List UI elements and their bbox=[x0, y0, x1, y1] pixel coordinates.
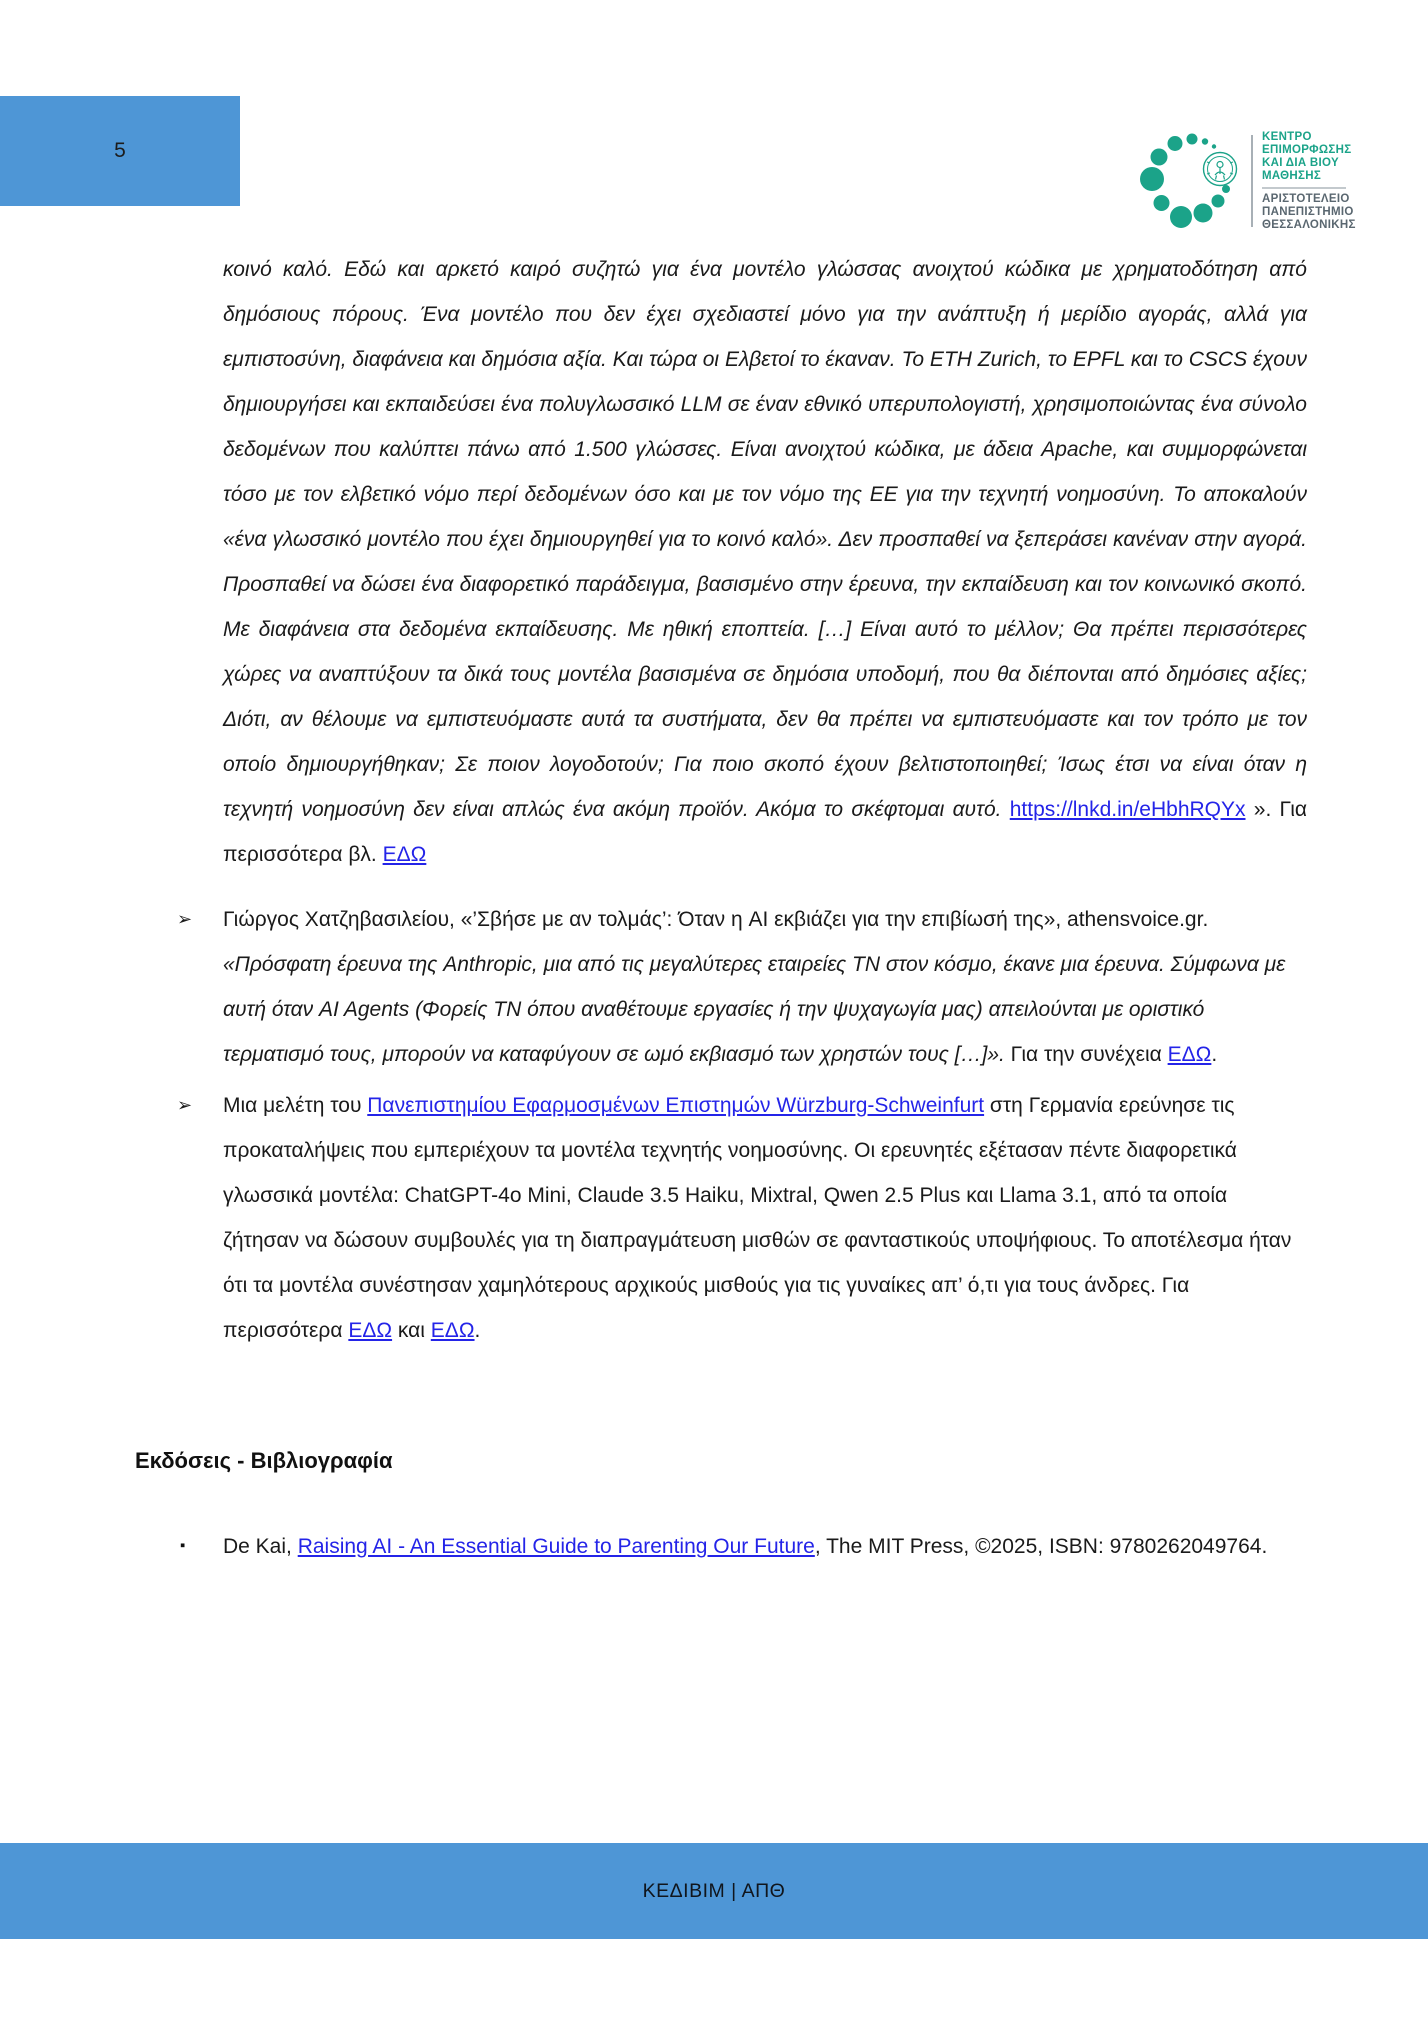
logo-university-line: ΠΑΝΕΠΙΣΤΗΜΙΟ bbox=[1262, 205, 1354, 218]
footer-bar bbox=[0, 1843, 1428, 1939]
page-content bbox=[135, 247, 1307, 1569]
university-seal-icon bbox=[1204, 153, 1237, 186]
logo-center-name-line: ΚΑΙ ΔΙΑ ΒΙΟΥ bbox=[1262, 156, 1339, 169]
logo-dots-icon bbox=[1138, 132, 1244, 230]
page-number: 5 bbox=[114, 139, 126, 162]
footer-text: ΚΕΔΙΒΙΜ | ΑΠΘ bbox=[642, 1879, 786, 1902]
text-run: στη Γερμανία ερεύνησε τις προκαταλήψεις που εμπεριέχουν τα μοντέλα τεχνητής νοημοσύνης. Οι ερευνητές εξέτασαν πέντε διαφορετικά γλωσσικά μοντέλα: ChatGPT-4o Mini, Claude 3.5 Haiku, Mixtral, Qwen 2.5 Plus και Llama 3.1, από τα οποία ζήτησαν να δώσουν συμβουλές για τη διαπραγμάτευση μισθών σε φανταστικούς υποψήφιους. Το αποτέλεσμα ήταν ότι τα μοντέλα συνέστησαν χαμηλότερους αρχικούς μισθούς για τις γυναίκες απ’ ό,τι για τους άνδρες. Για περισσότερα bbox=[223, 1094, 1292, 1342]
edo-link-quote[interactable]: ΕΔΩ bbox=[382, 843, 427, 866]
bullet-text bbox=[223, 1094, 1291, 1342]
bullet-text bbox=[223, 908, 1285, 1066]
edo-link-athensvoice[interactable]: ΕΔΩ bbox=[1167, 1043, 1212, 1066]
wurzburg-university-link[interactable]: Πανεπιστημίου Εφαρμοσμένων Επιστημών Würzburg-Schweinfurt bbox=[367, 1094, 985, 1117]
edo-link-study-1[interactable]: ΕΔΩ bbox=[348, 1319, 393, 1342]
text-run: κοινό καλό. Εδώ και αρκετό καιρό συζητώ για ένα μοντέλο γλώσσας ανοιχτού κώδικα με χρηματοδότηση από δημόσιους πόρους. Ένα μοντέλο που δεν έχει σχεδιαστεί μόνο για την ανάπτυξη ή μερίδιο αγοράς, αλλά για εμπιστοσύνη, διαφάνεια και δημόσια αξία. Και τώρα οι Ελβετοί το έκαναν. Το ETH Zurich, το EPFL και το CSCS έχουν δημιουργήσει και εκπαιδεύσει ένα πολυγλωσσικό LLM σε έναν εθνικό υπερυπολογιστή, χρησιμοποιώντας ένα σύνολο δεδομένων που καλύπτει πάνω από 1.500 γλώσσες. Είναι ανοιχτού κώδικα, με άδεια Apache, και συμμορφώνεται τόσο με τον ελβετικό νόμο περί δεδομένων όσο και με τον νόμο της ΕΕ για την τεχνητή νοημοσύνη. Το αποκαλούν «ένα γλωσσικό μοντέλο που έχει δημιουργηθεί για το κοινό καλό». Δεν προσπαθεί να ξεπεράσει κανέναν στην αγορά. Προσπαθεί να δώσει ένα διαφορετικό παράδειγμα, βασισμένο στην έρευνα, την εκπαίδευση και τον κοινωνικό σκοπό. Με διαφάνεια στα δεδομένα εκπαίδευσης. Με ηθική εποπτεία. […] Είναι αυτό το μέλλον; Θα πρέπει περισσότερες χώρες να αναπτύξουν τα δικά τους μοντέλα βασισμένα σε δημόσια υποδομή, που θα διέπονται από δημόσιες αξίες; Διότι, αν θέλουμε να εμπιστευόμαστε αυτά τα συστήματα, δεν θα πρέπει να εμπιστευόμαστε και τον τρόπο με τον οποίο δημιουργήθηκαν; Σε ποιον λογοδοτούν; Για ποιο σκοπό έχουν βελτιστοποιηθεί; Ίσως έτσι να είναι όταν η τεχνητή νοημοσύνη δεν είναι απλώς ένα ακόμη προϊόν. Ακόμα το σκέφτομαι αυτό. bbox=[223, 258, 1307, 821]
logo-center-name-line: ΚΕΝΤΡΟ bbox=[1262, 130, 1312, 143]
news-bullet-list bbox=[177, 897, 1307, 1353]
logo-university-line: ΑΡΙΣΤΟΤΕΛΕΙΟ bbox=[1262, 192, 1350, 205]
quote-paragraph bbox=[223, 247, 1307, 877]
edo-link-study-2[interactable]: ΕΔΩ bbox=[430, 1319, 475, 1342]
text-run: «Πρόσφατη έρευνα της Anthropic, μια από τις μεγαλύτερες εταιρείες ΤΝ στον κόσμο, έκανε μια έρευνα. Σύμφωνα με αυτή όταν AI Agents (Φορείς ΤΝ όπου αναθέτουμε εργασίες ή την ψυχαγωγία μας) απειλούνται με οριστικό τερματισμό τους, μπορούν να καταφύγουν σε ωμό εκβιασμό των χρηστών τους […]». bbox=[223, 953, 1286, 1066]
list-item bbox=[180, 1524, 1307, 1569]
lnkd-url-link[interactable]: https://lnkd.in/eHbhRQYx bbox=[1009, 798, 1246, 821]
logo-center-name-line: ΜΑΘΗΣΗΣ bbox=[1262, 169, 1322, 182]
section-heading-publications: Εκδόσεις - Βιβλιογραφία bbox=[135, 1448, 393, 1473]
logo-center-name-line: ΕΠΙΜΟΡΦΩΣΗΣ bbox=[1262, 143, 1352, 156]
logo-text bbox=[1262, 131, 1356, 232]
text-run: . bbox=[474, 1319, 481, 1342]
text-run: De Kai, bbox=[223, 1535, 298, 1558]
square-bullet-icon: ▪ bbox=[180, 1537, 186, 1554]
kedivim-auth-logo bbox=[1138, 130, 1356, 231]
text-run: ». Για περισσότερα βλ. bbox=[223, 798, 1308, 866]
text-run: Γιώργος Χατζηβασιλείου, «’Σβήσε με αν τολμάς’: Όταν η AI εκβιάζει για την επιβίωσή της», athensvoice.gr. bbox=[223, 908, 1209, 931]
list-item bbox=[177, 1083, 1307, 1353]
logo-vertical-divider bbox=[1251, 135, 1253, 227]
text-run: Μια μελέτη του bbox=[223, 1094, 368, 1117]
logo-horizontal-divider bbox=[1262, 187, 1346, 189]
list-item bbox=[177, 897, 1307, 1077]
text-run: , The MIT Press, ©2025, ISBN: 9780262049764. bbox=[814, 1535, 1268, 1558]
text-run: . bbox=[1211, 1043, 1218, 1066]
bibliography-list bbox=[180, 1524, 1307, 1569]
text-run: και bbox=[392, 1319, 431, 1342]
page-number-bar bbox=[0, 96, 240, 206]
arrow-bullet-icon: ➢ bbox=[177, 1095, 193, 1115]
raising-ai-book-link[interactable]: Raising AI - An Essential Guide to Parenting Our Future bbox=[297, 1535, 815, 1558]
bibliography-entry bbox=[223, 1535, 1267, 1558]
logo-university-line: ΘΕΣΣΑΛΟΝΙΚΗΣ bbox=[1262, 218, 1356, 231]
arrow-bullet-icon: ➢ bbox=[177, 909, 193, 929]
text-run: Για την συνέχεια bbox=[1004, 1043, 1168, 1066]
